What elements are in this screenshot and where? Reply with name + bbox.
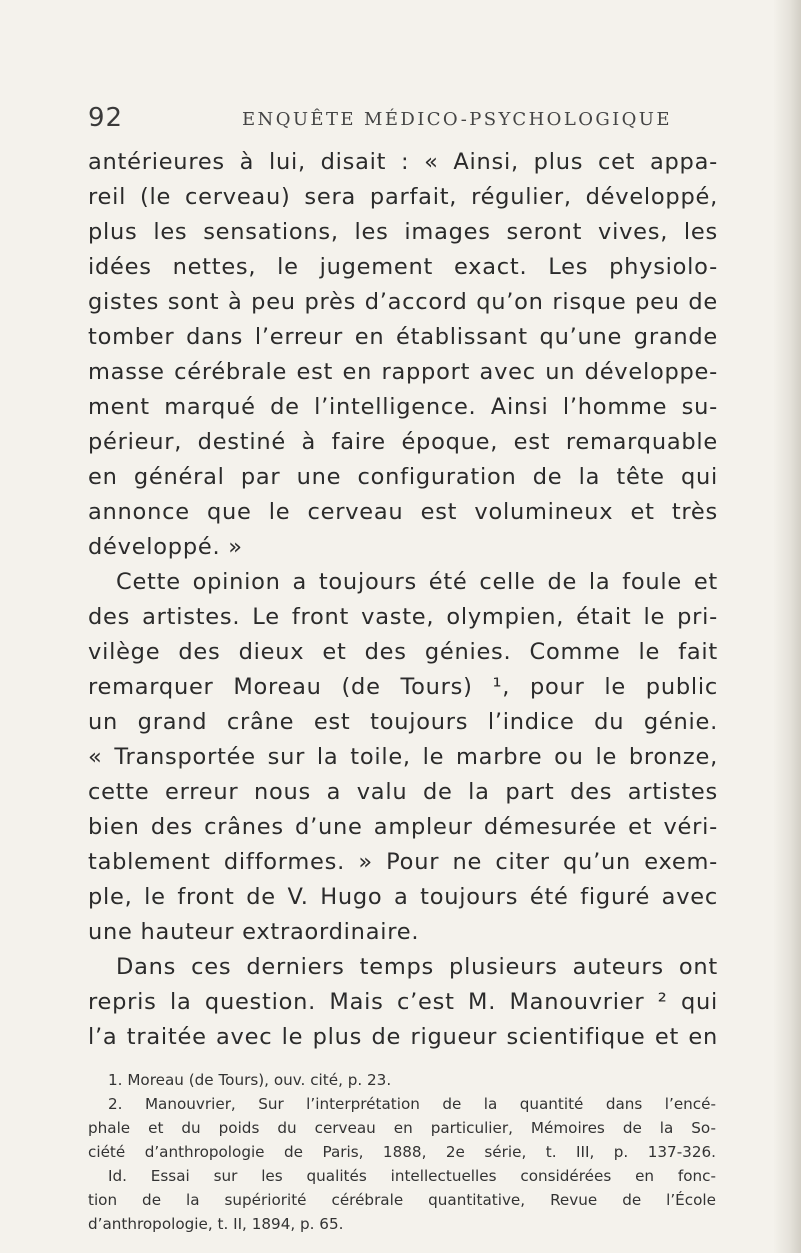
body-line: remarquer Moreau (de Tours) ¹, pour le public [88, 674, 718, 700]
body-line: idées nettes, le jugement exact. Les physiolo- [88, 254, 718, 280]
body-line: repris la question. Mais c’est M. Manouvrier ² qui [88, 989, 718, 1015]
body-line: reil (le cerveau) sera parfait, régulier, développé, [88, 184, 718, 210]
page-edge-shadow [773, 0, 801, 1253]
body-line: gistes sont à peu près d’accord qu’on risque peu de [88, 289, 718, 315]
footnote-2: 2. Manouvrier, Sur l’interprétation de la quantité dans l’encé- [108, 1095, 716, 1113]
body-line: un grand crâne est toujours l’indice du génie. [88, 709, 718, 735]
body-line: « Transportée sur la toile, le marbre ou le bronze, [88, 744, 718, 770]
body-line: des artistes. Le front vaste, olympien, était le pri- [88, 604, 718, 630]
body-line: ment marqué de l’intelligence. Ainsi l’homme su- [88, 394, 718, 420]
body-line: périeur, destiné à faire époque, est remarquable [88, 429, 718, 455]
body-line: cette erreur nous a valu de la part des artistes [88, 779, 718, 805]
body-text [88, 145, 718, 1055]
footnote-line: d’anthropologie, t. II, 1894, p. 65. [88, 1215, 344, 1233]
footnote-line: Id. Essai sur les qualités intellectuelles considérées en fonc- [108, 1167, 716, 1185]
body-line: plus les sensations, les images seront vives, les [88, 219, 718, 245]
body-line: en général par une configuration de la tête qui [88, 464, 718, 490]
body-line: tablement difformes. » Pour ne citer qu’un exem- [88, 849, 718, 875]
body-line: développé. » [88, 534, 243, 560]
footnotes [88, 1068, 716, 1236]
footnote-1: 1. Moreau (de Tours), ouv. cité, p. 23. [108, 1071, 392, 1089]
body-line: l’a traitée avec le plus de rigueur scientifique et en [88, 1024, 718, 1050]
page-number: 92 [88, 103, 124, 133]
body-line: masse cérébrale est en rapport avec un développe- [88, 359, 718, 385]
page-header [88, 103, 728, 139]
footnote-line: phale et du poids du cerveau en particulier, Mémoires de la So- [88, 1119, 716, 1137]
body-line: bien des crânes d’une ampleur démesurée et véri- [88, 814, 718, 840]
footnote-line: tion de la supériorité cérébrale quantitative, Revue de l’École [88, 1191, 716, 1209]
paragraph-start-line: Cette opinion a toujours été celle de la foule et [116, 569, 718, 595]
body-line: antérieures à lui, disait : « Ainsi, plus cet appa- [88, 149, 718, 175]
body-line: tomber dans l’erreur en établissant qu’une grande [88, 324, 718, 350]
body-line: une hauteur extraordinaire. [88, 919, 420, 945]
running-head: ENQUÊTE MÉDICO-PSYCHOLOGIQUE [242, 109, 672, 130]
body-line: vilège des dieux et des génies. Comme le fait [88, 639, 718, 665]
footnote-line: ciété d’anthropologie de Paris, 1888, 2e série, t. III, p. 137-326. [88, 1143, 716, 1161]
body-line: ple, le front de V. Hugo a toujours été figuré avec [88, 884, 718, 910]
paragraph-start-line: Dans ces derniers temps plusieurs auteurs ont [116, 954, 718, 980]
body-line: annonce que le cerveau est volumineux et très [88, 499, 718, 525]
